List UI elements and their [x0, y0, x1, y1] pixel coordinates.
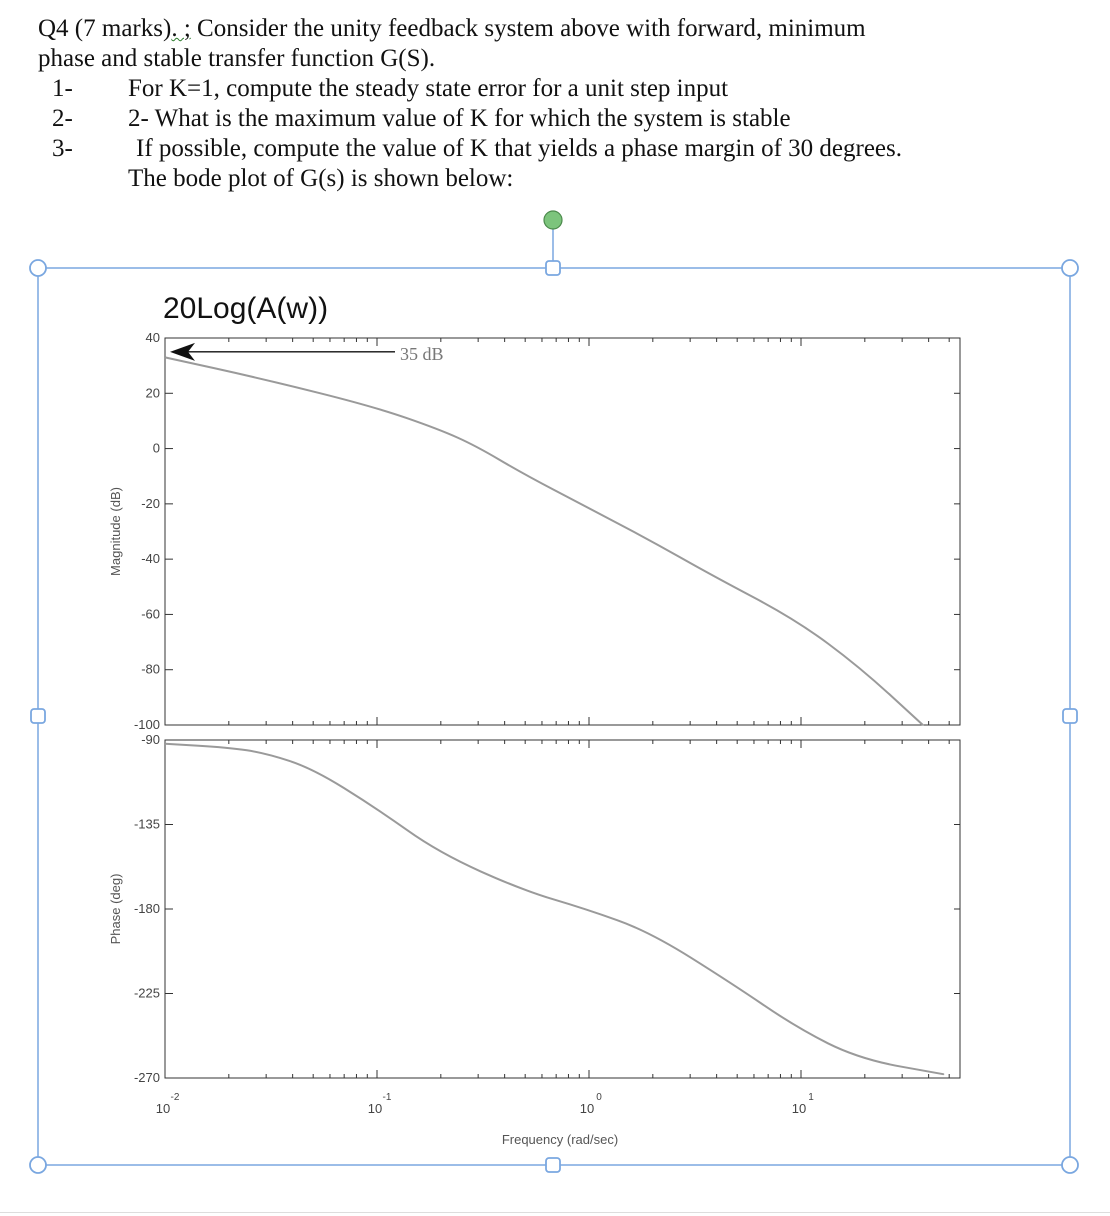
resize-handle-corner[interactable] [1062, 260, 1078, 276]
y-tick-label: -100 [133, 717, 160, 732]
spellcheck-mark: . ; [171, 15, 191, 42]
page-divider [0, 1212, 1110, 1213]
y-tick-label: -180 [133, 901, 160, 916]
resize-handle-side[interactable] [546, 261, 560, 275]
resize-handle-side[interactable] [546, 1158, 560, 1172]
y-tick-label: -80 [141, 661, 160, 677]
bode-figure[interactable] [0, 200, 1110, 1212]
x-tick-label: 10 [791, 1101, 807, 1116]
x-axis-title: Frequency (rad/sec) [501, 1132, 619, 1147]
question-heading-text: Consider the unity feedback system above with forward, minimum [190, 15, 866, 42]
list-item-text: 2- What is the maximum value of K for which the system is stable [128, 105, 791, 132]
series-line [165, 744, 943, 1074]
chart-title: 20Log(A(w)) [163, 292, 329, 325]
bode-note: The bode plot of G(s) is shown below: [128, 165, 514, 192]
y-tick-label: -90 [141, 732, 160, 747]
resize-handle-corner[interactable] [30, 1157, 46, 1173]
y-axis-title: Magnitude (dB) [108, 487, 123, 576]
y-axis-title: Phase (deg) [108, 873, 123, 945]
y-tick-label: -225 [133, 985, 160, 1001]
list-item-text: For K=1, compute the steady state error for a unit step input [128, 75, 729, 102]
resize-handle-side[interactable] [31, 709, 45, 723]
magnitude-plot [108, 292, 960, 732]
annotation-label: 35 dB [400, 343, 444, 364]
x-tick-label: 10 [155, 1101, 171, 1116]
y-tick-label: -135 [133, 816, 160, 832]
x-tick-label: 10 [367, 1101, 383, 1116]
y-tick-label: -20 [141, 495, 160, 511]
plot-area [165, 338, 960, 725]
resize-handle-corner[interactable] [1062, 1157, 1078, 1173]
resize-handle-side[interactable] [1063, 709, 1077, 723]
list-item-text: If possible, compute the value of K that yields a phase margin of 30 degrees. [136, 135, 902, 162]
resize-handle-corner[interactable] [30, 260, 46, 276]
x-tick-label: 10 [579, 1101, 595, 1116]
question-number: Q4 (7 marks) [38, 15, 172, 42]
y-tick-label: -60 [141, 606, 160, 622]
y-tick-label: -40 [141, 551, 160, 567]
y-tick-label: 0 [152, 440, 160, 456]
x-tick-exponent: 0 [596, 1092, 602, 1103]
rotate-handle[interactable] [544, 211, 562, 229]
question-line-2: phase and stable transfer function G(S). [38, 45, 436, 72]
frame-border [38, 268, 1070, 1165]
list-item-number: 1- [52, 75, 73, 102]
list-item-number: 2- [52, 105, 73, 132]
y-tick-label: -270 [133, 1070, 160, 1085]
phase-plot [108, 732, 960, 1147]
plot-area [165, 740, 960, 1078]
y-tick-label: 20 [145, 385, 160, 401]
question-block [38, 14, 866, 74]
question-heading [38, 14, 866, 44]
list-item-number: 3- [52, 135, 73, 162]
series-line [165, 357, 923, 725]
x-tick-exponent: -2 [170, 1092, 180, 1103]
y-tick-label: 40 [145, 330, 160, 345]
x-tick-exponent: -1 [382, 1092, 392, 1103]
x-tick-exponent: 1 [808, 1092, 814, 1103]
